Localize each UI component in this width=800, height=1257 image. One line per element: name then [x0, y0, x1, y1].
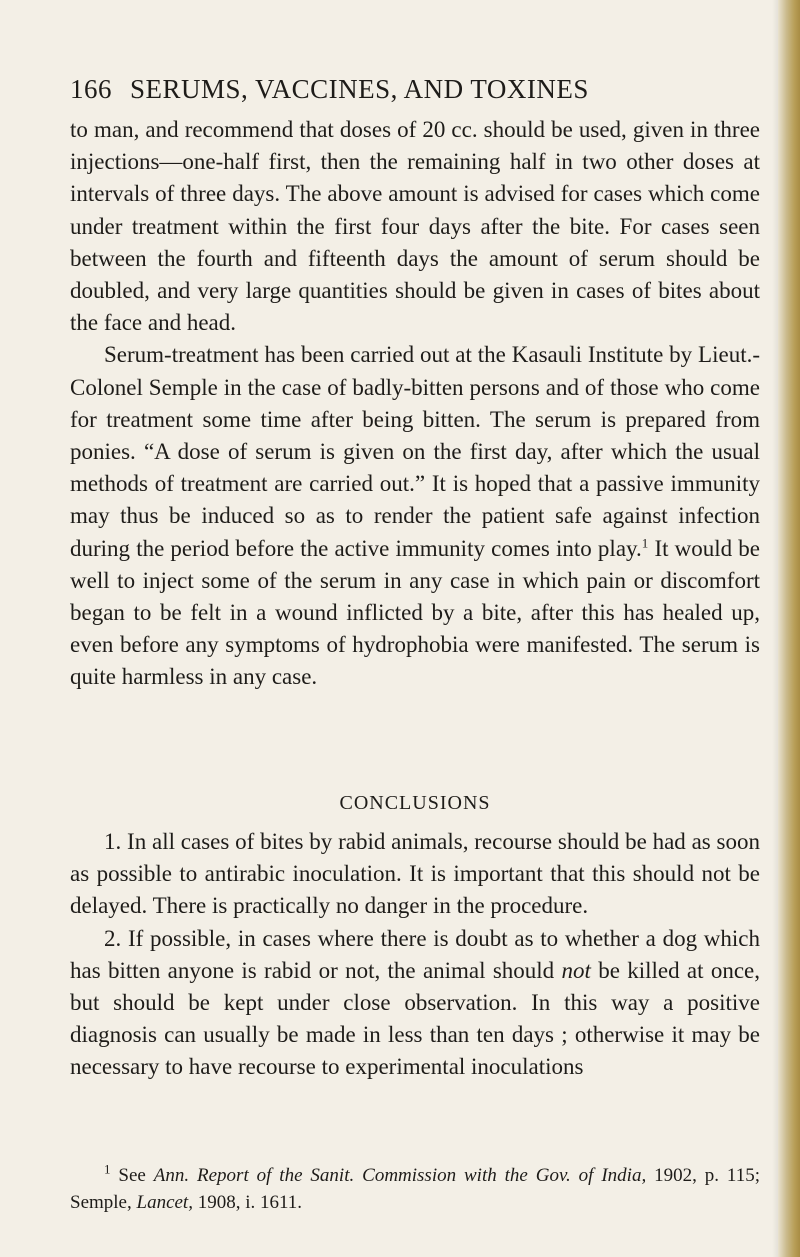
paragraph-2-text-cont: It would be well to inject some of the serum in any case in which pain or discomfort began to be felt in a wound inflicted by a bite, after this has healed up, even before any symptoms of hydrophobia were manifested. The serum is quite harmless in any case.: [70, 535, 760, 690]
footnote-journal-rest: 1908, i. 1611.: [192, 1192, 303, 1213]
footnote-marker: 1: [641, 534, 649, 550]
page-number: 166: [70, 74, 112, 104]
running-header: [70, 74, 760, 110]
footnote-journal: Lancet,: [136, 1192, 193, 1213]
footnote-ref-title: Ann. Report of the Sanit. Commission with the Gov. of India,: [153, 1165, 647, 1186]
emphasis-not: not: [561, 957, 591, 983]
conclusion-item-2-text: 2. If possible, in cases where there is doubt as to whether a dog which has bitten anyone is rabid or not, the animal should: [70, 925, 760, 983]
footnote-number: 1: [104, 1161, 111, 1177]
conclusion-item-1: 1. In all cases of bites by rabid animals, recourse should be had as soon as possible to antirabic inoculation. It is important that this should not be delayed. There is practically no danger in the procedure.: [70, 829, 760, 919]
running-title: SERUMS, VACCINES, AND TOXINES: [130, 74, 589, 104]
paragraph-1: to man, and recommend that doses of 20 cc. should be used, given in three injections—one-half first, then the remaining half in two other doses at intervals of three days. The above amount is advised for cases which come under treatment within the first four days after the bite. For cases seen between the fourth and fifteenth days the amount of serum should be doubled, and very large quantities should be given in cases of bites about the face and head.: [70, 117, 760, 336]
conclusions-heading: CONCLUSIONS: [339, 792, 491, 814]
conclusions-section: [70, 787, 760, 819]
conclusions-list: [70, 826, 760, 1084]
conclusion-item-2-text-cont: be killed at once, but should be kept under close observation. In this way a positive diagnosis can usually be made in less than ten days ; otherwise it may be necessary to have recourse to experimental inoculations: [70, 957, 760, 1080]
page-edge: [778, 0, 800, 1257]
conclusion-item-2: [70, 923, 760, 1084]
body-text: [70, 114, 760, 694]
paragraph-2-text: Serum-treatment has been carried out at the Kasauli Institute by Lieut.-Colonel Semple in the case of badly-bitten persons and of those who come for treatment some time after being bitten. The serum is prepared from ponies. “A dose of serum is given on the first day, after which the usual methods of treatment are carried out.” It is hoped that a passive immunity may thus be induced so as to render the patient safe against infection during the period before the active immunity comes into play.: [70, 342, 760, 561]
footnote-see: See: [110, 1165, 154, 1186]
footnote: [70, 1162, 760, 1216]
paragraph-2: [70, 339, 760, 693]
footnote-ref-rest: 1902, p. 115; Semple,: [70, 1165, 760, 1213]
